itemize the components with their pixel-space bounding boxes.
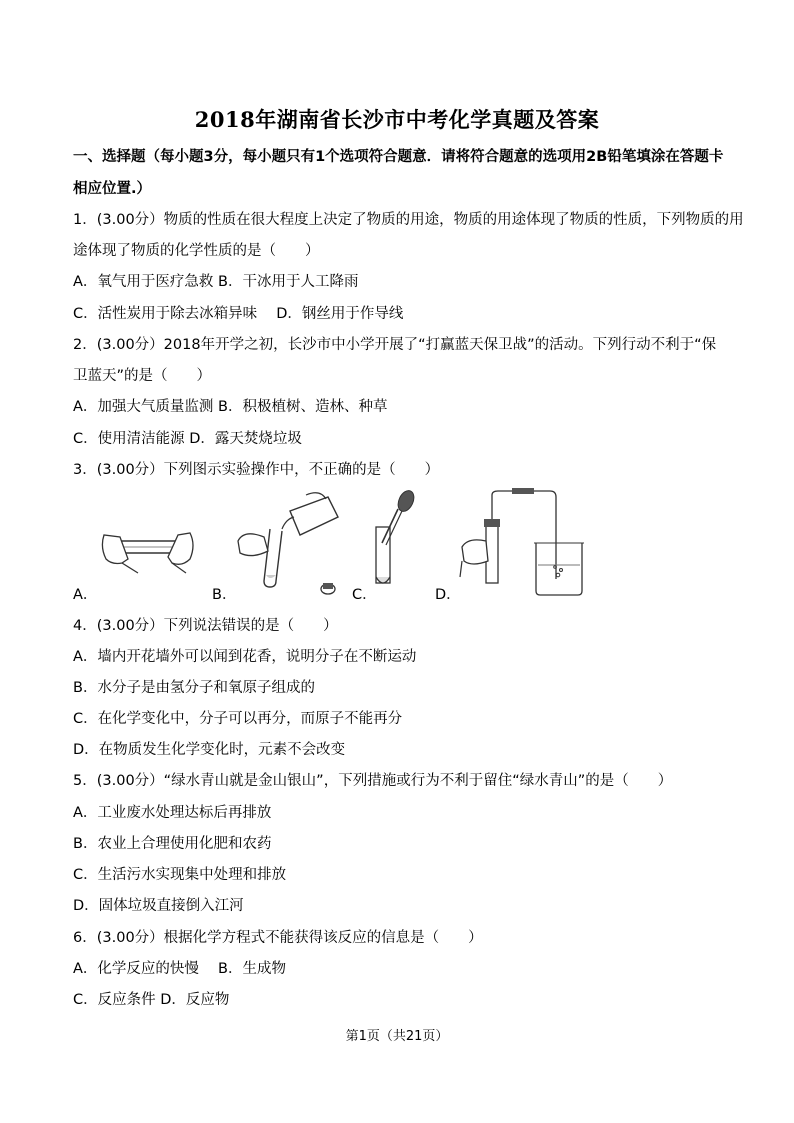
q4-option-d: D．在物质发生化学变化时，元素不会改变	[73, 742, 346, 758]
dropper-test-tube-figure	[366, 487, 426, 599]
q4-stem: 4．(3.00分）下列说法错误的是（ ）	[73, 618, 338, 634]
q3-label-c: C．	[352, 587, 377, 603]
q4-option-b: B．水分子是由氢分子和氧原子组成的	[73, 680, 315, 696]
page-title: 2018年湖南省长沙市中考化学真题及答案	[194, 107, 600, 132]
q1-options-ab: A．氧气用于医疗急救 B．干冰用于人工降雨	[73, 274, 359, 290]
pouring-liquid-figure	[230, 489, 350, 601]
q2-options-ab: A．加强大气质量监测 B．积极植树、造林、种草	[73, 399, 388, 415]
q1-stem-line2: 途体现了物质的化学性质的是（ ）	[73, 243, 320, 259]
section-heading-line1: 一、选择题（每小题3分，每小题只有1个选项符合题意．请将符合题意的选项用2B铅笔填涂在答题卡	[73, 149, 724, 165]
page-footer: 第1页（共21页）	[345, 1029, 449, 1044]
q1-stem-line1: 1．(3.00分）物质的性质在很大程度上决定了物质的用途，物质的用途体现了物质的性质，下列物质的用	[73, 212, 744, 228]
q5-option-c: C．生活污水实现集中处理和排放	[73, 867, 287, 883]
q3-figures	[70, 487, 670, 605]
q4-option-c: C．在化学变化中，分子可以再分，而原子不能再分	[73, 711, 403, 727]
q5-option-d: D．固体垃圾直接倒入江河	[73, 898, 244, 914]
q1-options-cd: C．活性炭用于除去冰箱异味 D．钢丝用于作导线	[73, 306, 404, 322]
q5-option-b: B．农业上合理使用化肥和农药	[73, 836, 272, 852]
q2-stem-line1: 2．(3.00分）2018年开学之初，长沙市中小学开展了“打赢蓝天保卫战”的活动。下列行动不利于“保	[73, 337, 717, 353]
section-heading-line2: 相应位置.）	[73, 181, 152, 197]
q3-label-b: B．	[212, 587, 237, 603]
q6-options-cd: C．反应条件 D．反应物	[73, 992, 230, 1008]
q2-stem-line2: 卫蓝天”的是（ ）	[73, 368, 212, 384]
airtightness-apparatus-figure	[458, 487, 608, 601]
q6-options-ab: A．化学反应的快慢 B．生成物	[73, 961, 286, 977]
q5-option-a: A．工业废水处理达标后再排放	[73, 805, 272, 821]
q6-stem: 6．(3.00分）根据化学方程式不能获得该反应的信息是（ ）	[73, 930, 483, 946]
q5-stem: 5．(3.00分）“绿水青山就是金山银山”，下列措施或行为不利于留住“绿水青山”的是（ ）	[73, 773, 673, 789]
hands-test-tube-figure	[98, 527, 198, 577]
q2-options-cd: C．使用清洁能源 D．露天焚烧垃圾	[73, 431, 302, 447]
q3-label-d: D．	[435, 587, 461, 603]
q3-stem: 3．(3.00分）下列图示实验操作中，不正确的是（ ）	[73, 462, 440, 478]
q3-label-a: A．	[73, 587, 98, 603]
q4-option-a: A．墙内开花墙外可以闻到花香，说明分子在不断运动	[73, 649, 417, 665]
